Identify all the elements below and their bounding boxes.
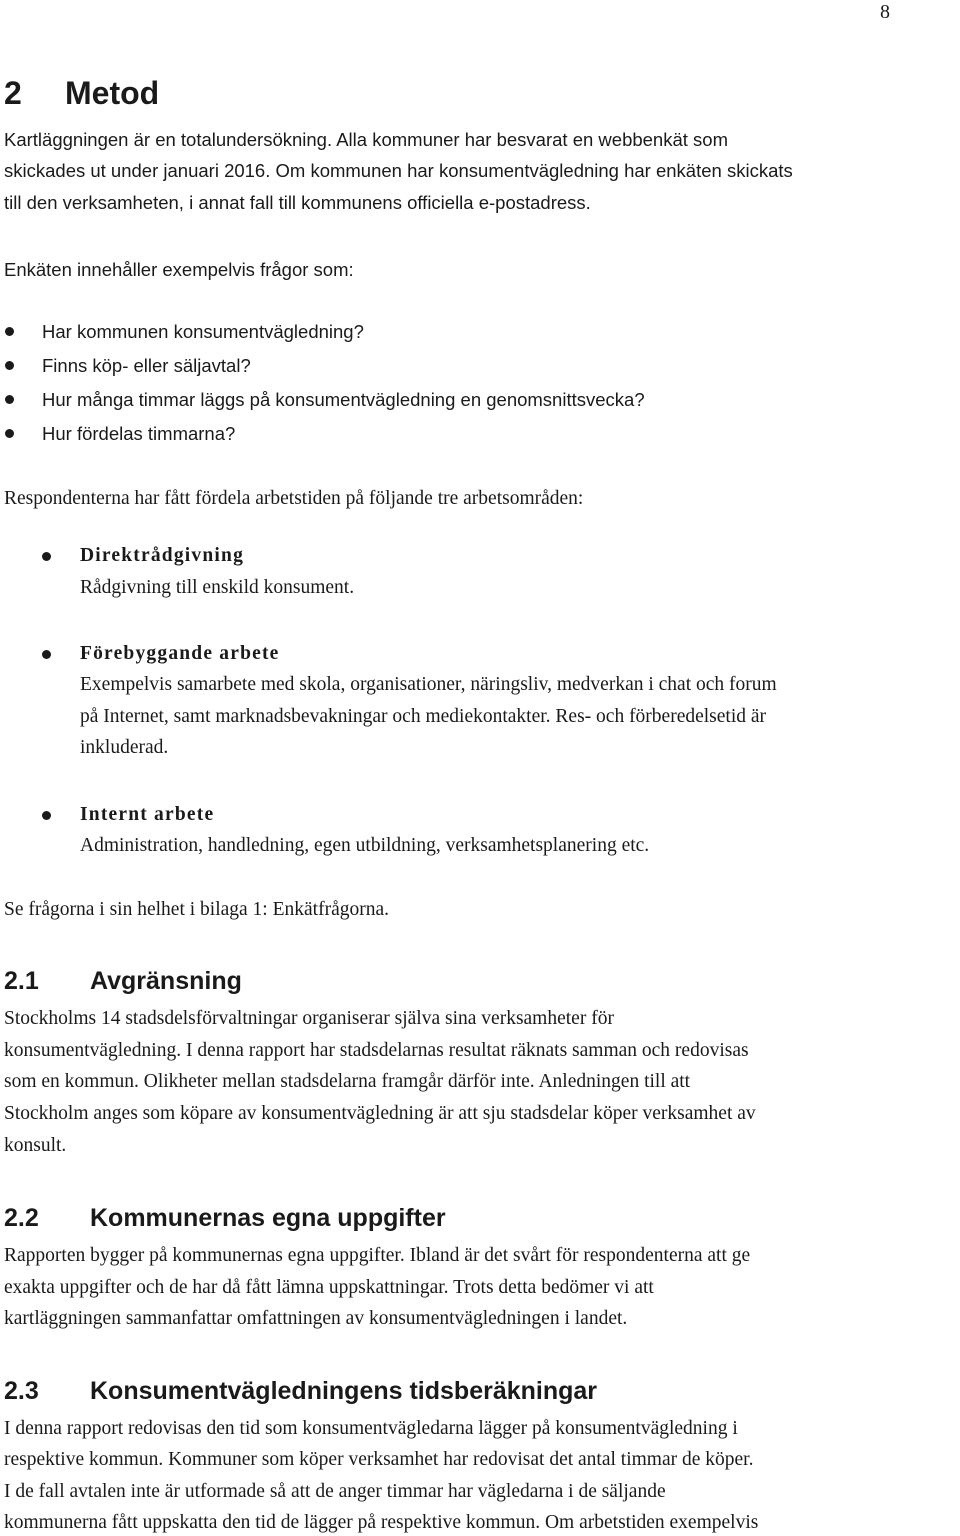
bullet-icon	[5, 327, 14, 336]
subsection-heading	[4, 1203, 446, 1233]
appendix-note: Se frågorna i sin helhet i bilaga 1: Enkätfrågorna.	[4, 899, 389, 920]
paragraph-line: Stockholms 14 stadsdelsförvaltningar organiserar själva sina verksamheter för	[4, 1008, 614, 1029]
subsection-number: 2.2	[4, 1204, 39, 1232]
section-number: 2	[4, 75, 22, 111]
area-term: Direktrådgivning	[80, 545, 245, 566]
paragraph-line: Rapporten bygger på kommunernas egna uppgifter. Ibland är det svårt för respondenterna att ge	[4, 1245, 751, 1266]
question-item: Hur många timmar läggs på konsumentvägledning en genomsnittsvecka?	[42, 389, 645, 410]
paragraph-line: konsumentvägledning. I denna rapport har stadsdelarnas resultat räknats samman och redovisas	[4, 1040, 749, 1061]
bullet-icon	[5, 361, 14, 370]
paragraph-line: exakta uppgifter och de har då fått lämna uppskattningar. Trots detta bedömer vi att	[4, 1277, 654, 1298]
question-item: Finns köp- eller säljavtal?	[42, 355, 251, 376]
paragraph-line: I denna rapport redovisas den tid som konsumentvägledarna lägger på konsumentvägledning i	[4, 1418, 738, 1439]
intro-line: till den verksamheten, i annat fall till kommunens officiella e-postadress.	[4, 192, 591, 213]
section-heading	[4, 74, 159, 112]
intro-line: Kartläggningen är en totalundersökning. Alla kommuner har besvarat en webbenkät som	[4, 129, 728, 150]
question-item: Hur fördelas timmarna?	[42, 423, 236, 444]
area-description: inkluderad.	[80, 737, 169, 758]
areas-intro: Respondenterna har fått fördela arbetstiden på följande tre arbetsområden:	[4, 488, 584, 509]
paragraph-line: konsult.	[4, 1135, 67, 1156]
bullet-icon	[5, 395, 14, 404]
bullet-icon	[42, 552, 51, 561]
area-term: Förebyggande arbete	[80, 643, 280, 664]
subsection-title: Konsumentvägledningens tidsberäkningar	[90, 1377, 598, 1405]
page-number: 8	[880, 1, 890, 23]
subsection-title: Kommunernas egna uppgifter	[90, 1204, 446, 1232]
subsection-heading	[4, 966, 242, 996]
area-description: Administration, handledning, egen utbildning, verksamhetsplanering etc.	[80, 835, 650, 856]
area-description: Exempelvis samarbete med skola, organisationer, näringsliv, medverkan i chat och forum	[80, 674, 777, 695]
bullet-icon	[42, 650, 51, 659]
area-term: Internt arbete	[80, 804, 215, 825]
paragraph-line: kommunerna fått uppskatta den tid de lägger på respektive kommun. Om arbetstiden exempelvis	[4, 1512, 759, 1533]
subsection-title: Avgränsning	[90, 967, 242, 995]
paragraph-line: I de fall avtalen inte är utformade så att de anger timmar har vägledarna i de säljande	[4, 1481, 666, 1502]
subsection-number: 2.1	[4, 967, 39, 995]
bullet-icon	[42, 811, 51, 820]
paragraph-line: som en kommun. Olikheter mellan stadsdelarna framgår därför inte. Anledningen till att	[4, 1071, 691, 1092]
question-item: Har kommunen konsumentvägledning?	[42, 321, 364, 342]
intro-line: skickades ut under januari 2016. Om kommunen har konsumentvägledning har enkäten skickats	[4, 160, 793, 181]
paragraph-line: kartläggningen sammanfattar omfattningen av konsumentvägledningen i landet.	[4, 1308, 628, 1329]
survey-intro: Enkäten innehåller exempelvis frågor som:	[4, 259, 354, 280]
bullet-icon	[5, 429, 14, 438]
area-description: på Internet, samt marknadsbevakningar och mediekontakter. Res- och förberedelsetid är	[80, 706, 767, 727]
subsection-number: 2.3	[4, 1377, 39, 1405]
paragraph-line: respektive kommun. Kommuner som köper verksamhet har redovisat det antal timmar de köper.	[4, 1449, 754, 1470]
paragraph-line: Stockholm anges som köpare av konsumentvägledning är att sju stadsdelar köper verksamhet av	[4, 1103, 756, 1124]
area-description: Rådgivning till enskild konsument.	[80, 577, 355, 598]
section-title: Metod	[65, 75, 160, 111]
subsection-heading	[4, 1376, 597, 1406]
